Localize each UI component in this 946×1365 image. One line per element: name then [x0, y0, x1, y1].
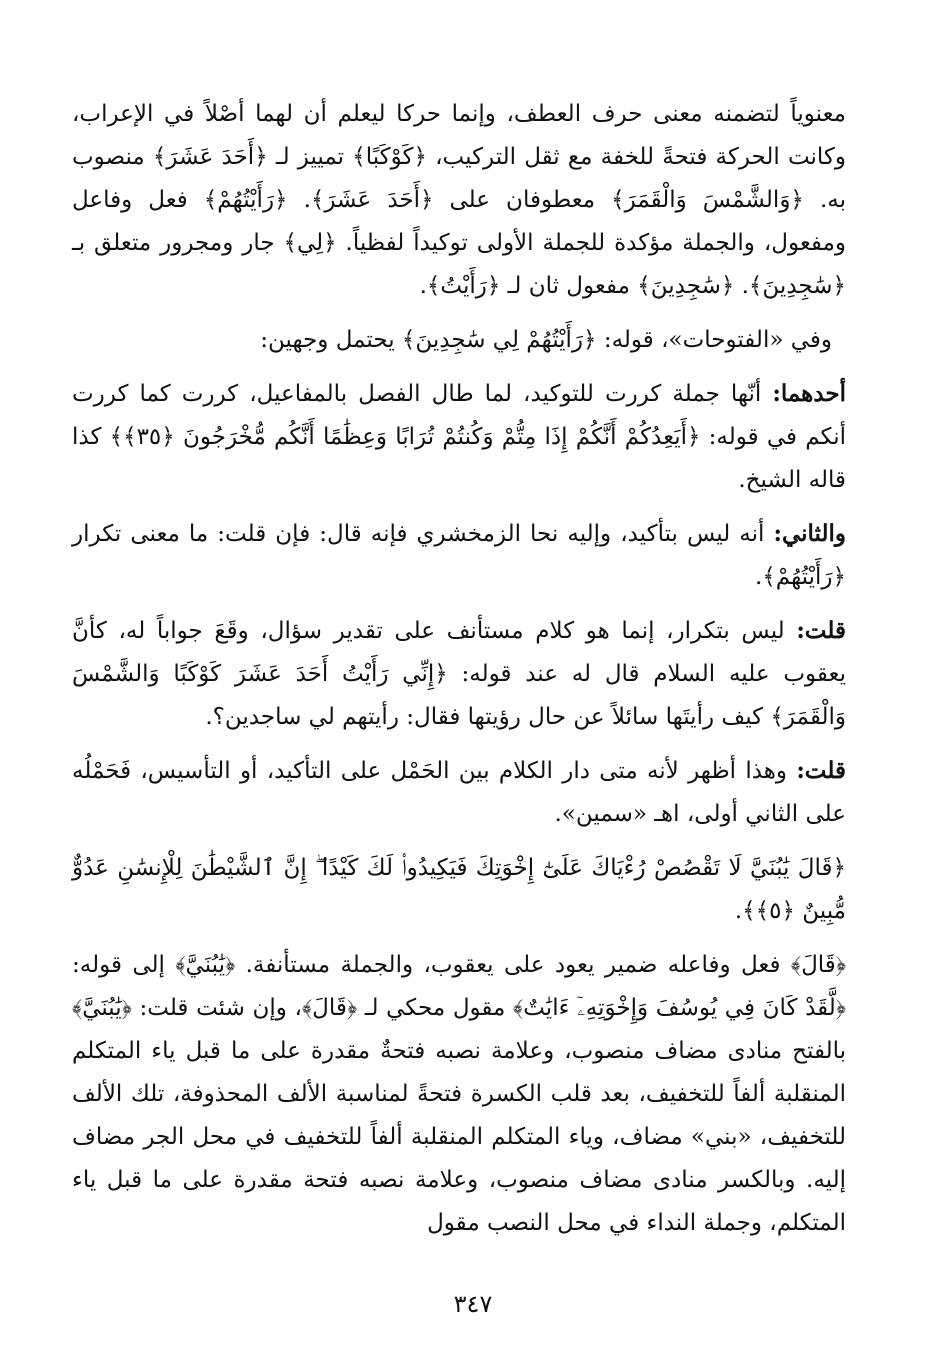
paragraph-3 — [72, 372, 846, 502]
paragraph-text: ﴿قَالَ يَٰبُنَيَّ لَا تَقْصُصْ رُءْيَاكَ عَلَىٰٓ إِخْوَتِكَ فَيَكِيدُوا۟ لَكَ كَيْدًا ۖ إِنَّ ٱلشَّيْطَٰنَ لِلْإِنسَٰنِ عَدُوٌّ مُّبِينٌ ﴿٥﴾﴾. — [72, 855, 846, 924]
paragraph-8 — [72, 943, 846, 1245]
paragraph-lead: والثاني: — [773, 520, 846, 547]
paragraph-lead: قلت: — [796, 757, 846, 784]
page-number: ٣٤٧ — [453, 1290, 493, 1318]
page-body — [72, 92, 846, 1245]
paragraph-lead: أحدهما: — [772, 380, 846, 407]
paragraph-text: ليس بتكرار، إنما هو كلام مستأنف على تقدير سؤال، وقَعَ جواباً له، كأنَّ يعقوب عليه السلام قال له عند قوله: ﴿إِنِّي رَأَيْتُ أَحَدَ عَشَرَ كَوْكَبًا وَالشَّمْسَ وَالْقَمَرَ﴾ كيف رأيتَها سائلاً عن حال رؤيتها فقال: رأيتهم لي ساجدين؟. — [72, 618, 846, 730]
paragraph-4 — [72, 512, 846, 599]
paragraph-lead: قلت: — [796, 617, 846, 644]
paragraph-6 — [72, 749, 846, 836]
paragraph-7 — [72, 846, 846, 933]
paragraph-text: وهذا أظهر لأنه متى دار الكلام بين الحَمْل على التأكيد، أو التأسيس، فَحَمْلُه على الثاني أولى، اهـ «سمين». — [72, 758, 846, 827]
paragraph-text: وفي «الفتوحات»، قوله: ﴿رَأَيْتُهُمْ لِي سَٰجِدِينَ﴾ يحتمل وجهين: — [260, 327, 832, 353]
paragraph-text: أنّها جملة كررت للتوكيد، لما طال الفصل بالمفاعيل، كررت كما كررت أنكم في قوله: ﴿أَيَعِدُكُمْ أَنَّكُمْ إِذَا مِتُّمْ وَكُنتُمْ تُرَابًا وَعِظَٰمًا أَنَّكُم مُّخْرَجُونَ ﴿٣٥﴾﴾ كذا قاله الشيخ. — [72, 381, 846, 493]
paragraph-text: ﴿قَالَ﴾ فعل وفاعله ضمير يعود على يعقوب، والجملة مستأنفة. ﴿يَٰبُنَيَّ﴾ إلى قوله: ﴿لَّقَدْ كَانَ فِي يُوسُفَ وَإِخْوَتِهِۦٓ ءَايَٰتٌ﴾ مقول محكي لـ ﴿قَالَ﴾، وإن شئت قلت: ﴿يَٰبُنَيَّ﴾ بالفتح منادى مضاف منصوب، وعلامة نصبه فتحةٌ مقدرة على ما قبل ياء المتكلم المنقلبة ألفاً للتخفيف، بعد قلب الكسرة فتحةً لمناسبة الألف المحذوفة، تلك الألف للتخفيف، «بني» مضاف، وياء المتكلم المنقلبة ألفاً للتخفيف في محل الجر مضاف إليه. وبالكسر منادى مضاف منصوب، وعلامة نصبه فتحة مقدرة على ما قبل ياء المتكلم، وجملة النداء في محل النصب مقول — [72, 952, 846, 1236]
paragraph-2 — [72, 318, 846, 362]
paragraph-text: أنه ليس بتأكيد، وإليه نحا الزمخشري فإنه قال: فإن قلت: ما معنى تكرار ﴿رَأَيْتُهُمْ﴾. — [72, 521, 846, 590]
paragraph-1 — [72, 92, 846, 308]
paragraph-text: معنوياً لتضمنه معنى حرف العطف، وإنما حركا ليعلم أن لهما أصْلاً في الإعراب، وكانت الحركة فتحةً للخفة مع ثقل التركيب، ﴿كَوْكَبًا﴾ تمييز لـ ﴿أَحَدَ عَشَرَ﴾ منصوب به. ﴿وَالشَّمْسَ وَالْقَمَرَ﴾ معطوفان على ﴿أَحَدَ عَشَرَ﴾. ﴿رَأَيْتُهُمْ﴾ فعل وفاعل ومفعول، والجملة مؤكدة للجملة الأولى توكيداً لفظياً. ﴿لِي﴾ جار ومجرور متعلق بـ ﴿سَٰجِدِينَ﴾. ﴿سَٰجِدِينَ﴾ مفعول ثان لـ ﴿رَأَيْتُ﴾. — [72, 101, 846, 299]
paragraph-5 — [72, 609, 846, 739]
